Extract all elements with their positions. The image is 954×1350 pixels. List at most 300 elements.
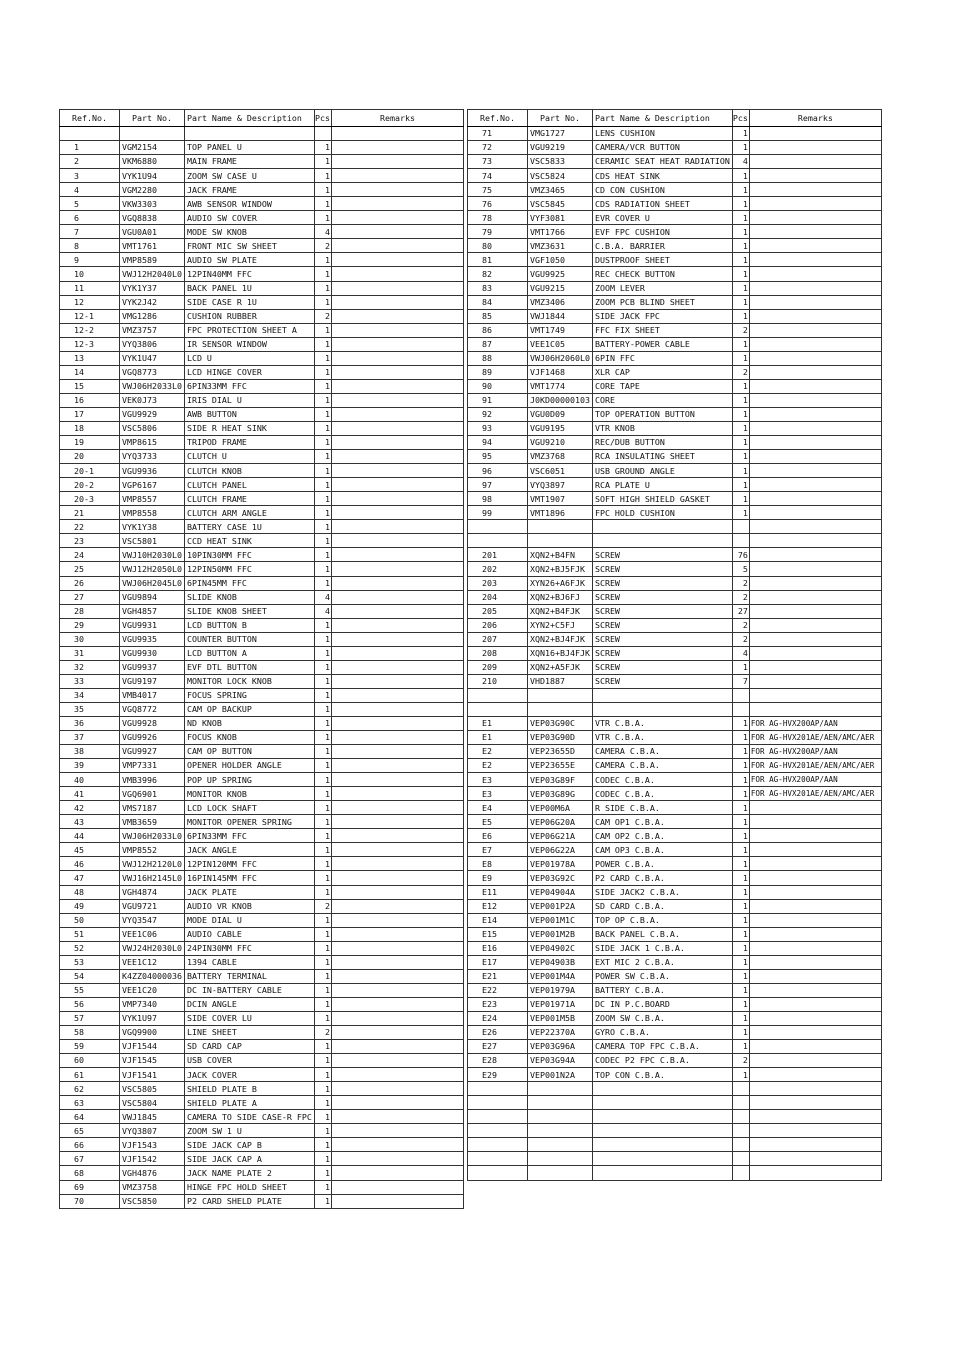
part-no-cell: VGU9210 (528, 436, 593, 450)
pcs-cell: 1 (314, 716, 331, 730)
remarks-cell (749, 379, 881, 393)
pcs-cell (732, 1124, 749, 1138)
part-no-cell: VYK1Y38 (120, 520, 185, 534)
part-name-cell (592, 702, 732, 716)
table-row (468, 1026, 882, 1040)
part-name-cell: CAM OP1 C.B.A. (592, 815, 732, 829)
part-no-cell: VJF1541 (120, 1068, 185, 1082)
ref-cell: 15 (60, 379, 120, 393)
remarks-cell (749, 702, 881, 716)
part-no-cell: VSC5804 (120, 1096, 185, 1110)
pcs-cell: 1 (732, 309, 749, 323)
part-name-cell: BATTERY C.B.A. (592, 983, 732, 997)
part-no-cell (528, 1096, 593, 1110)
ref-cell: 202 (468, 562, 528, 576)
part-name-cell: CAMERA TO SIDE CASE-R FPC (184, 1110, 314, 1124)
part-no-cell: VWJ12H2040L0 (120, 267, 185, 281)
pcs-cell: 1 (314, 815, 331, 829)
part-no-cell: VEP001P2A (528, 899, 593, 913)
part-name-cell: MONITOR KNOB (184, 787, 314, 801)
ref-cell (468, 1138, 528, 1152)
pcs-cell: 2 (314, 309, 331, 323)
pcs-cell: 1 (314, 450, 331, 464)
table-row (468, 674, 882, 688)
pcs-cell: 1 (314, 829, 331, 843)
part-name-cell (592, 688, 732, 702)
part-no-cell: XQN2+BJ4FJK (528, 632, 593, 646)
pcs-cell: 1 (732, 913, 749, 927)
remarks-cell (331, 267, 463, 281)
pcs-cell: 1 (314, 407, 331, 421)
header-pcs: Pcs (732, 110, 749, 127)
pcs-cell: 27 (732, 604, 749, 618)
pcs-cell: 1 (314, 337, 331, 351)
part-no-cell: VSC5805 (120, 1082, 185, 1096)
table-row (468, 253, 882, 267)
ref-cell: 37 (60, 731, 120, 745)
part-no-cell: VHD1887 (528, 674, 593, 688)
part-no-cell: VSC6051 (528, 464, 593, 478)
part-name-cell: RCA INSULATING SHEET (592, 450, 732, 464)
table-row (60, 450, 464, 464)
remarks-cell (331, 829, 463, 843)
table-row (468, 295, 882, 309)
part-name-cell: SCREW (592, 576, 732, 590)
pcs-cell: 1 (732, 127, 749, 141)
ref-cell: 84 (468, 295, 528, 309)
part-name-cell (592, 1082, 732, 1096)
ref-cell: 9 (60, 253, 120, 267)
part-no-cell: VEP001M2B (528, 927, 593, 941)
ref-cell: 48 (60, 885, 120, 899)
part-name-cell: AWB BUTTON (184, 407, 314, 421)
table-row (60, 618, 464, 632)
ref-cell: 23 (60, 534, 120, 548)
part-name-cell: CAMERA/VCR BUTTON (592, 141, 732, 155)
pcs-cell: 2 (732, 576, 749, 590)
part-name-cell: REC/DUB BUTTON (592, 436, 732, 450)
part-no-cell: VMP8558 (120, 506, 185, 520)
remarks-cell (331, 1082, 463, 1096)
table-row (468, 562, 882, 576)
remarks-cell (331, 731, 463, 745)
part-name-cell: CUSHION RUBBER (184, 309, 314, 323)
ref-cell: 97 (468, 478, 528, 492)
table-row (468, 590, 882, 604)
pcs-cell (732, 1110, 749, 1124)
ref-cell: 7 (60, 225, 120, 239)
part-no-cell: VEP03G90C (528, 716, 593, 730)
table-row (468, 731, 882, 745)
remarks-cell: FOR AG-HVX201AE/AEN/AMC/AER (749, 787, 881, 801)
table-row (468, 1082, 882, 1096)
table-row (60, 393, 464, 407)
part-no-cell: VGQ8838 (120, 211, 185, 225)
table-row (60, 1138, 464, 1152)
part-no-cell: VGP6167 (120, 478, 185, 492)
ref-cell: 75 (468, 183, 528, 197)
ref-cell: E14 (468, 913, 528, 927)
table-row (60, 787, 464, 801)
pcs-cell: 1 (314, 618, 331, 632)
parts-table-left (59, 109, 464, 1209)
remarks-cell (749, 829, 881, 843)
ref-cell: 35 (60, 702, 120, 716)
part-no-cell: VGU9894 (120, 590, 185, 604)
part-no-cell: VGH4876 (120, 1166, 185, 1180)
part-no-cell: VSC5845 (528, 197, 593, 211)
ref-cell: 27 (60, 590, 120, 604)
part-no-cell: XYN26+A6FJK (528, 576, 593, 590)
remarks-cell (749, 155, 881, 169)
ref-cell: 207 (468, 632, 528, 646)
ref-cell (468, 1110, 528, 1124)
remarks-cell (331, 141, 463, 155)
table-row (60, 702, 464, 716)
part-no-cell: XQN2+BJ5FJK (528, 562, 593, 576)
part-no-cell: VGU9219 (528, 141, 593, 155)
remarks-cell (331, 688, 463, 702)
remarks-cell (749, 239, 881, 253)
part-no-cell: VJF1468 (528, 365, 593, 379)
part-name-cell: CAM OP3 C.B.A. (592, 843, 732, 857)
part-no-cell: XQN2+B4FN (528, 548, 593, 562)
part-no-cell: VYK1U97 (120, 1011, 185, 1025)
table-row (60, 843, 464, 857)
pcs-cell: 1 (732, 843, 749, 857)
ref-cell: 24 (60, 548, 120, 562)
pcs-cell: 1 (314, 323, 331, 337)
pcs-cell: 1 (732, 239, 749, 253)
table-row (468, 421, 882, 435)
part-name-cell: MONITOR LOCK KNOB (184, 674, 314, 688)
ref-cell: 86 (468, 323, 528, 337)
remarks-cell (749, 407, 881, 421)
part-no-cell: VEE1C12 (120, 955, 185, 969)
remarks-cell (749, 1040, 881, 1054)
ref-cell: E24 (468, 1011, 528, 1025)
part-name-cell: C.B.A. BARRIER (592, 239, 732, 253)
table-row (60, 1026, 464, 1040)
part-name-cell: 1394 CABLE (184, 955, 314, 969)
ref-cell: 87 (468, 337, 528, 351)
remarks-cell (331, 1011, 463, 1025)
header-part-name: Part Name & Description (184, 110, 314, 127)
pcs-cell: 2 (732, 1054, 749, 1068)
parts-table-right (467, 109, 882, 1181)
table-row (468, 660, 882, 674)
part-name-cell: BATTERY CASE 1U (184, 520, 314, 534)
part-name-cell: REC CHECK BUTTON (592, 267, 732, 281)
table-row (468, 773, 882, 787)
part-no-cell: VMZ3757 (120, 323, 185, 337)
table-row (60, 323, 464, 337)
ref-cell: 12-1 (60, 309, 120, 323)
pcs-cell: 2 (732, 365, 749, 379)
table-row (60, 829, 464, 843)
remarks-cell (331, 450, 463, 464)
pcs-cell: 1 (314, 183, 331, 197)
remarks-cell (331, 576, 463, 590)
part-no-cell: VGU9928 (120, 716, 185, 730)
remarks-cell (749, 618, 881, 632)
part-name-cell: CD CON CUSHION (592, 183, 732, 197)
part-no-cell: VMT1907 (528, 492, 593, 506)
ref-cell: E8 (468, 857, 528, 871)
part-no-cell: VEP03G89G (528, 787, 593, 801)
table-row (60, 1011, 464, 1025)
pcs-cell: 1 (732, 969, 749, 983)
remarks-cell (749, 857, 881, 871)
part-no-cell: VGU9721 (120, 899, 185, 913)
part-name-cell: LINE SHEET (184, 1026, 314, 1040)
ref-cell: 29 (60, 618, 120, 632)
ref-cell: 4 (60, 183, 120, 197)
part-no-cell: VGU9925 (528, 267, 593, 281)
part-name-cell: P2 CARD C.B.A. (592, 871, 732, 885)
part-name-cell: CORE TAPE (592, 379, 732, 393)
ref-cell (468, 520, 528, 534)
part-no-cell: VYQ3897 (528, 478, 593, 492)
part-no-cell: VEP001N2A (528, 1068, 593, 1082)
header-remarks: Remarks (749, 110, 881, 127)
remarks-cell (749, 674, 881, 688)
table-row (60, 492, 464, 506)
remarks-cell (331, 787, 463, 801)
pcs-cell: 1 (314, 436, 331, 450)
part-no-cell (528, 688, 593, 702)
part-no-cell: VSC5833 (528, 155, 593, 169)
pcs-cell: 1 (732, 731, 749, 745)
ref-cell: 56 (60, 997, 120, 1011)
part-no-cell: VGU0A01 (120, 225, 185, 239)
remarks-cell (331, 365, 463, 379)
header-ref: Ref.No. (60, 110, 120, 127)
pcs-cell: 1 (314, 211, 331, 225)
ref-cell: E5 (468, 815, 528, 829)
ref-cell: 20 (60, 450, 120, 464)
part-name-cell: IR SENSOR WINDOW (184, 337, 314, 351)
part-name-cell: LENS CUSHION (592, 127, 732, 141)
part-name-cell: FFC FIX SHEET (592, 323, 732, 337)
table-row (60, 997, 464, 1011)
part-no-cell: VGU9931 (120, 618, 185, 632)
ref-cell: 90 (468, 379, 528, 393)
ref-cell: 1 (60, 141, 120, 155)
pcs-cell: 1 (314, 731, 331, 745)
pcs-cell: 1 (314, 955, 331, 969)
part-name-cell: LCD HINGE COVER (184, 365, 314, 379)
remarks-cell (331, 337, 463, 351)
part-name-cell: SLIDE KNOB (184, 590, 314, 604)
part-name-cell: CCD HEAT SINK (184, 534, 314, 548)
table-row (60, 520, 464, 534)
table-row (468, 941, 882, 955)
remarks-cell (749, 1082, 881, 1096)
ref-cell: 88 (468, 351, 528, 365)
part-no-cell (528, 1166, 593, 1180)
part-name-cell: SLIDE KNOB SHEET (184, 604, 314, 618)
ref-cell: E16 (468, 941, 528, 955)
part-no-cell (528, 1152, 593, 1166)
table-row (468, 211, 882, 225)
pcs-cell: 2 (732, 323, 749, 337)
part-name-cell: EVF DTL BUTTON (184, 660, 314, 674)
table-row (468, 745, 882, 759)
remarks-cell (749, 969, 881, 983)
table-row (468, 829, 882, 843)
part-name-cell: BATTERY-POWER CABLE (592, 337, 732, 351)
remarks-cell (749, 660, 881, 674)
part-no-cell (528, 520, 593, 534)
part-no-cell: VSC5850 (120, 1194, 185, 1208)
table-row (60, 604, 464, 618)
pcs-cell: 1 (314, 492, 331, 506)
part-name-cell: CERAMIC SEAT HEAT RADIATION (592, 155, 732, 169)
remarks-cell (749, 337, 881, 351)
table-row (60, 436, 464, 450)
pcs-cell: 76 (732, 548, 749, 562)
table-row (60, 885, 464, 899)
ref-cell (468, 688, 528, 702)
ref-cell: 45 (60, 843, 120, 857)
ref-cell: 12 (60, 295, 120, 309)
remarks-cell (749, 1054, 881, 1068)
pcs-cell: 1 (732, 773, 749, 787)
table-row (60, 267, 464, 281)
table-row (60, 983, 464, 997)
remarks-cell (749, 1011, 881, 1025)
pcs-cell: 1 (314, 983, 331, 997)
pcs-cell: 1 (314, 478, 331, 492)
remarks-cell (331, 183, 463, 197)
table-row (468, 281, 882, 295)
remarks-cell (331, 913, 463, 927)
ref-cell: E23 (468, 997, 528, 1011)
pcs-cell: 1 (732, 337, 749, 351)
remarks-cell (331, 421, 463, 435)
table-row (60, 281, 464, 295)
pcs-cell (314, 127, 331, 141)
part-no-cell: VWJ06H2045L0 (120, 576, 185, 590)
table-row (60, 197, 464, 211)
part-no-cell: VWJ1845 (120, 1110, 185, 1124)
part-name-cell (592, 1166, 732, 1180)
pcs-cell: 1 (732, 955, 749, 969)
part-no-cell: VGM2154 (120, 141, 185, 155)
part-name-cell: CLUTCH PANEL (184, 478, 314, 492)
part-name-cell: MODE DIAL U (184, 913, 314, 927)
remarks-cell: FOR AG-HVX201AE/AEN/AMC/AER (749, 731, 881, 745)
pcs-cell (732, 1166, 749, 1180)
part-name-cell: EVF FPC CUSHION (592, 225, 732, 239)
part-name-cell: AWB SENSOR WINDOW (184, 197, 314, 211)
remarks-cell (749, 871, 881, 885)
pcs-cell: 1 (314, 169, 331, 183)
remarks-cell (331, 632, 463, 646)
ref-cell (468, 534, 528, 548)
part-no-cell: VGU9195 (528, 421, 593, 435)
table-row (468, 871, 882, 885)
ref-cell: 6 (60, 211, 120, 225)
table-row (468, 1138, 882, 1152)
part-no-cell: VMB4017 (120, 688, 185, 702)
table-row (60, 857, 464, 871)
pcs-cell: 1 (732, 1040, 749, 1054)
part-name-cell: LCD BUTTON A (184, 646, 314, 660)
part-no-cell: VMP8615 (120, 436, 185, 450)
part-name-cell: 12PIN50MM FFC (184, 562, 314, 576)
ref-cell: 76 (468, 197, 528, 211)
part-name-cell: CODEC C.B.A. (592, 773, 732, 787)
ref-cell: 57 (60, 1011, 120, 1025)
part-name-cell: FOCUS KNOB (184, 731, 314, 745)
remarks-cell (331, 225, 463, 239)
pcs-cell: 1 (314, 520, 331, 534)
part-name-cell: CAMERA C.B.A. (592, 759, 732, 773)
remarks-cell (331, 885, 463, 899)
remarks-cell (331, 562, 463, 576)
ref-cell: 210 (468, 674, 528, 688)
part-name-cell: AUDIO CABLE (184, 927, 314, 941)
part-name-cell: SIDE COVER LU (184, 1011, 314, 1025)
table-row (468, 857, 882, 871)
remarks-cell (749, 646, 881, 660)
part-name-cell: FPC HOLD CUSHION (592, 506, 732, 520)
table-row (60, 688, 464, 702)
part-name-cell: AUDIO SW PLATE (184, 253, 314, 267)
remarks-cell (749, 815, 881, 829)
remarks-cell (749, 576, 881, 590)
ref-cell: 47 (60, 871, 120, 885)
remarks-cell (331, 127, 463, 141)
table-body-right (468, 127, 882, 1181)
part-no-cell: VWJ06H2033L0 (120, 379, 185, 393)
table-row (60, 309, 464, 323)
pcs-cell: 2 (732, 618, 749, 632)
part-name-cell: SD CARD CAP (184, 1040, 314, 1054)
ref-cell: E1 (468, 716, 528, 730)
table-row (468, 759, 882, 773)
part-name-cell: MODE SW KNOB (184, 225, 314, 239)
remarks-cell (331, 660, 463, 674)
part-name-cell: COUNTER BUTTON (184, 632, 314, 646)
table-row (60, 253, 464, 267)
remarks-cell (331, 155, 463, 169)
remarks-cell (331, 379, 463, 393)
ref-cell: 51 (60, 927, 120, 941)
remarks-cell: FOR AG-HVX200AP/AAN (749, 716, 881, 730)
part-no-cell: VYQ3807 (120, 1124, 185, 1138)
table-row (468, 576, 882, 590)
part-name-cell: ZOOM SW C.B.A. (592, 1011, 732, 1025)
pcs-cell (732, 688, 749, 702)
part-name-cell: FOCUS SPRING (184, 688, 314, 702)
table-row (468, 1124, 882, 1138)
part-no-cell: VGH4857 (120, 604, 185, 618)
ref-cell: 8 (60, 239, 120, 253)
pcs-cell: 1 (314, 688, 331, 702)
part-no-cell: VGU9937 (120, 660, 185, 674)
table-row (60, 759, 464, 773)
table-row (468, 127, 882, 141)
part-no-cell: VGU9215 (528, 281, 593, 295)
remarks-cell (331, 773, 463, 787)
remarks-cell (331, 969, 463, 983)
part-name-cell: POWER SW C.B.A. (592, 969, 732, 983)
pcs-cell: 1 (732, 506, 749, 520)
part-no-cell (120, 127, 185, 141)
